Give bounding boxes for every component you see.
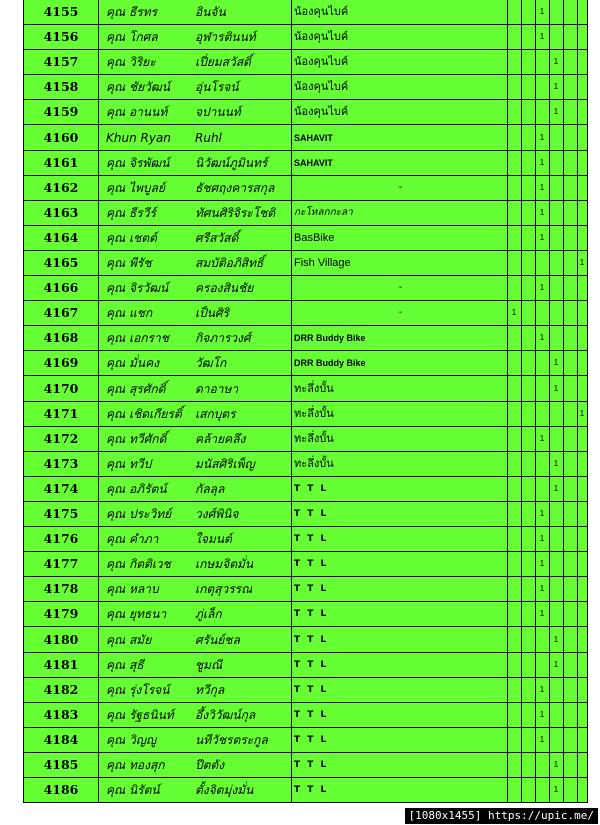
entry-number: 4176 [43, 531, 79, 547]
last-name: วัฒโก [195, 356, 227, 371]
first-name: คุณ ทวีป [106, 456, 152, 471]
first-name: คุณ เชิดเกียรติ์ [106, 406, 182, 421]
flag-value: 1 [553, 785, 559, 795]
last-name: เปี่ยมสวัสดิ์ [195, 55, 251, 70]
entry-number: 4178 [43, 581, 79, 597]
flag-value: 1 [511, 308, 517, 318]
club-name: SAHAVIT [294, 132, 333, 143]
table-row [24, 552, 587, 577]
flag-value: 1 [539, 559, 545, 569]
table-row [24, 502, 587, 527]
entry-number: 4159 [43, 104, 79, 120]
club-name: น้องคุนไบค์ [294, 81, 349, 94]
flag-value: 1 [539, 509, 545, 518]
last-name: อุ่นโรจน์ [195, 80, 239, 95]
last-name: กิจภารวงศ์ [195, 331, 251, 346]
table-row [24, 151, 587, 176]
club-name: T T L [294, 709, 329, 720]
table-row [24, 50, 587, 75]
column-divider [98, 0, 99, 803]
first-name: คุณ เชตต์ [106, 230, 157, 245]
entry-number: 4186 [43, 782, 79, 798]
club-name: น้องคุนไบค์ [294, 31, 349, 44]
entry-number: 4181 [43, 656, 79, 672]
last-name: ศรันย์ชล [195, 632, 240, 647]
table-row [24, 678, 587, 703]
entry-number: 4183 [43, 706, 79, 722]
table-row [24, 602, 587, 627]
entry-number: 4184 [43, 731, 79, 747]
table-row [24, 226, 587, 251]
last-name: อุฬารตินนท์ [195, 30, 256, 45]
table-row [24, 25, 587, 50]
flag-value: 1 [539, 734, 545, 744]
club-name: T T L [294, 509, 329, 519]
club-name: T T L [294, 559, 329, 570]
image-size-watermark: [1080x1455] https://upic.me/ [405, 808, 598, 824]
club-name: น้องคุนไบค์ [294, 6, 349, 18]
first-name: คุณ วิญญู [106, 732, 157, 747]
table-row [24, 176, 587, 201]
registration-sheet [23, 0, 588, 803]
club-name: T T L [294, 760, 329, 770]
table-row [24, 577, 587, 602]
first-name: คุณ กิตติเวช [106, 557, 171, 572]
table-row [24, 126, 587, 151]
club-name: - [398, 282, 403, 294]
club-name: DRR Buddy Bike [294, 358, 366, 369]
first-name: คุณ รัฐธนินท์ [106, 707, 174, 722]
flag-value: 1 [539, 333, 545, 343]
entry-number: 4182 [43, 681, 79, 697]
flag-value: 1 [539, 584, 545, 594]
flag-value: 1 [539, 207, 545, 217]
flag-value: 1 [539, 182, 545, 192]
flag-value: 1 [539, 534, 545, 544]
flag-value: 1 [539, 283, 545, 293]
last-name: ครองสินชัย [195, 281, 254, 296]
table-row [24, 452, 587, 477]
last-name: กัลลุล [195, 481, 225, 496]
table-row [24, 477, 587, 502]
table-row [24, 703, 587, 728]
flag-value: 1 [553, 458, 559, 468]
last-name: เกตุสุวรรณ [195, 582, 253, 597]
club-name: - [398, 181, 403, 193]
last-name: นทีวัชรตระกูล [195, 732, 268, 747]
last-name: ปีตตัง [195, 758, 225, 772]
flag-value: 1 [539, 132, 545, 142]
last-name: ธัชศฤงคารสกุล [195, 180, 275, 195]
table-row [24, 0, 587, 25]
flag-value: 1 [579, 408, 585, 418]
first-name: คุณ รุ่งโรจน์ [106, 682, 170, 697]
entry-number: 4172 [43, 430, 79, 446]
entry-number: 4160 [43, 129, 79, 145]
club-name: T T L [294, 609, 329, 620]
club-name: BasBike [294, 231, 335, 244]
club-name: T T L [294, 634, 329, 645]
first-name: คุณ นิรัตน์ [106, 783, 160, 798]
first-name: คุณ วิริยะ [106, 55, 156, 70]
entry-number: 4174 [43, 480, 79, 496]
column-divider [521, 0, 522, 803]
club-name: - [398, 307, 403, 319]
first-name: คุณ สุธี [106, 657, 144, 672]
flag-value: 1 [539, 232, 545, 242]
flag-value: 1 [579, 258, 585, 267]
flag-value: 1 [553, 659, 559, 669]
club-name: ทะลึ่งบั้น [294, 432, 334, 445]
first-name: คุณ ประวิทย์ [106, 507, 172, 521]
entry-number: 4161 [43, 154, 79, 170]
club-name: T T L [294, 483, 329, 494]
club-name: ทะลึ่งบั้น [294, 382, 334, 395]
table-row [24, 377, 587, 402]
first-name: คุณ จิรพัฒน์ [106, 155, 170, 170]
entry-number: 4171 [43, 405, 79, 421]
flag-value: 1 [539, 32, 545, 42]
entry-number: 4166 [43, 280, 79, 296]
table-row [24, 276, 587, 301]
entry-number: 4156 [43, 29, 79, 45]
table-row [24, 351, 587, 376]
flag-value: 1 [553, 383, 559, 393]
flag-value: 1 [539, 709, 545, 719]
table-row [24, 778, 587, 803]
table-row [24, 427, 587, 452]
column-divider [577, 0, 578, 803]
entry-number: 4173 [43, 455, 79, 471]
club-name: SAHAVIT [294, 157, 333, 168]
flag-value: 1 [553, 634, 559, 644]
last-name: นิวัฒน์ภูมินทร์ [195, 155, 268, 170]
first-name: Khun Ryan [106, 130, 171, 145]
last-name: ชูมณี [195, 657, 223, 672]
table-row [24, 100, 587, 125]
flag-value: 1 [553, 82, 559, 92]
first-name: คุณ จิรวัฒน์ [106, 281, 169, 296]
entry-number: 4167 [43, 305, 79, 321]
last-name: ทวีกุล [195, 682, 225, 697]
entry-number: 4170 [43, 380, 79, 396]
last-name: เกษมจิตมั่น [195, 557, 254, 572]
entry-number: 4157 [43, 54, 79, 70]
last-name: ทัศนศิริจิระโชติ [195, 205, 276, 220]
table-row [24, 728, 587, 753]
club-name: T T L [294, 734, 329, 745]
entry-number: 4175 [43, 506, 79, 521]
table-row [24, 251, 587, 276]
last-name: ดาอาษา [195, 381, 239, 396]
entry-number: 4177 [43, 556, 79, 572]
club-name: T T L [294, 684, 329, 695]
last-name: เป็นศิริ [195, 306, 229, 321]
column-divider [535, 0, 536, 803]
last-name: จปานนท์ [195, 105, 241, 120]
first-name: คุณ อานนท์ [106, 105, 168, 120]
entry-number: 4155 [43, 4, 79, 19]
first-name: คุณ หลาบ [106, 582, 159, 597]
entry-number: 4179 [43, 606, 79, 622]
last-name: ภู่เล็ก [195, 607, 222, 622]
table-row [24, 402, 587, 427]
last-name: อึ้งวิวัฒน์กุล [195, 707, 256, 722]
first-name: คุณ แชก [106, 306, 153, 321]
flag-value: 1 [539, 7, 545, 16]
club-name: ทะลึ่งบั้น [294, 407, 334, 420]
entry-number: 4164 [43, 229, 79, 245]
table-row [24, 301, 587, 326]
last-name: อินจัน [195, 5, 226, 19]
first-name: คุณ ทวีศักดิ์ [106, 431, 167, 446]
last-name: ตั้งจิตมุ่งมั่น [195, 783, 254, 798]
first-name: คุณ ธีรทร [106, 5, 158, 19]
table-row [24, 201, 587, 226]
club-name: T T L [294, 785, 329, 796]
first-name: คุณ พีรัช [106, 256, 152, 270]
entry-number: 4185 [43, 757, 79, 772]
club-name: T T L [294, 659, 329, 670]
last-name: Ruhl [195, 130, 222, 145]
table-row [24, 75, 587, 100]
first-name: คุณ มั่นคง [106, 356, 159, 371]
flag-value: 1 [553, 57, 559, 67]
club-name: น้องคุนไบค์ [294, 106, 349, 119]
first-name: คุณ เอกราช [106, 331, 169, 346]
first-name: คุณ ชัยวัฒน์ [106, 80, 170, 95]
club-name: กะโหลกกะลา [294, 206, 353, 218]
last-name: สมบัติอภิสิทธิ์ [195, 256, 264, 270]
entry-number: 4180 [43, 631, 79, 647]
flag-value: 1 [539, 684, 545, 694]
flag-value: 1 [553, 107, 559, 117]
entry-number: 4158 [43, 79, 79, 95]
last-name: วงศ์พินิจ [195, 507, 239, 521]
first-name: คุณ โกศล [106, 30, 158, 45]
entry-number: 4165 [43, 255, 79, 270]
column-divider [507, 0, 508, 803]
flag-value: 1 [539, 609, 545, 619]
first-name: คุณ คำภา [106, 532, 159, 547]
table-row [24, 628, 587, 653]
flag-value: 1 [539, 157, 545, 167]
first-name: คุณ ยุทธนา [106, 607, 167, 622]
entry-number: 4169 [43, 355, 79, 371]
club-name: น้องคุนไบค์ [294, 56, 349, 69]
entry-number: 4168 [43, 330, 79, 346]
last-name: ศรีสวัสดิ์ [195, 230, 239, 245]
last-name: ใจมนต์ [195, 532, 232, 547]
first-name: คุณ ธีรวีร์ [106, 205, 156, 220]
flag-value: 1 [553, 483, 559, 493]
club-name: DRR Buddy Bike [294, 333, 366, 344]
first-name: คุณ อภิรัตน์ [106, 481, 167, 496]
column-divider [549, 0, 550, 803]
flag-value: 1 [553, 358, 559, 368]
entry-number: 4162 [43, 179, 79, 195]
entry-number: 4163 [43, 204, 79, 220]
table-row [24, 653, 587, 678]
flag-value: 1 [539, 433, 545, 443]
first-name: คุณ ทองสุก [106, 758, 165, 772]
first-name: คุณ สมัย [106, 632, 152, 647]
last-name: เสกบุตร [195, 406, 236, 421]
last-name: คล้ายคลึง [195, 431, 246, 446]
club-name: Fish Village [294, 257, 351, 269]
column-divider [563, 0, 564, 803]
table-row [24, 527, 587, 552]
first-name: คุณ ไพบูลย์ [106, 180, 165, 195]
club-name: T T L [294, 534, 329, 545]
table-row [24, 326, 587, 351]
first-name: คุณ สุรศักดิ์ [106, 381, 166, 396]
flag-value: 1 [553, 760, 559, 769]
table-row [24, 753, 587, 778]
club-name: T T L [294, 584, 329, 595]
last-name: มนัสศิริเพ็ญ [195, 456, 255, 471]
column-divider [291, 0, 292, 803]
club-name: ทะลึ่งบั้น [294, 457, 334, 470]
